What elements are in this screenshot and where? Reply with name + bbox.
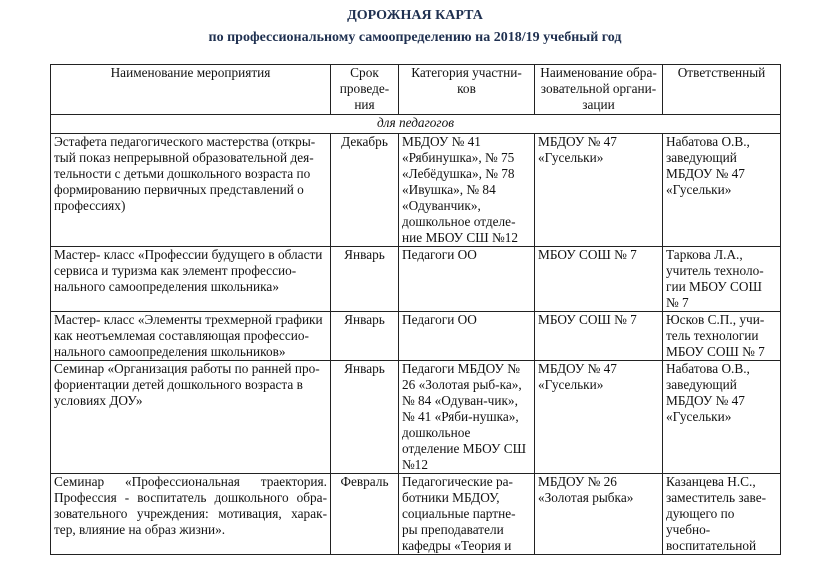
participants-cell: МБДОУ № 41 «Рябинушка», № 75 «Лебёдушка», № 78 «Ивушка», № 84 «Одуванчик», дошкольное отделе-ние МБОУ СШ №12	[399, 134, 535, 247]
event-cell: Мастер- класс «Профессии будущего в области сервиса и туризма как элемент профессио-нального самоопределения школьника»	[51, 247, 331, 312]
date-cell: Февраль	[331, 474, 399, 555]
date-cell: Декабрь	[331, 134, 399, 247]
table-header-row	[51, 65, 781, 115]
org-cell: МБДОУ № 26 «Золотая рыбка»	[535, 474, 663, 555]
section-heading: для педагогов	[51, 115, 781, 134]
date-cell: Январь	[331, 361, 399, 474]
table-row	[51, 312, 781, 361]
header-org: Наименование обра-зовательной органи-зации	[535, 65, 663, 115]
table-row	[51, 247, 781, 312]
header-event: Наименование мероприятия	[51, 65, 331, 115]
date-cell: Январь	[331, 312, 399, 361]
header-participants: Категория участни-ков	[399, 65, 535, 115]
responsible-cell: Набатова О.В., заведующий МБДОУ № 47 «Гусельки»	[663, 134, 781, 247]
event-cell: Семинар «Профессиональная траектория. Профессия - воспитатель дошкольного обра-зовательного учреждения: мотивация, харак-тер, влияние на образ жизни».	[51, 474, 331, 555]
table-row	[51, 134, 781, 247]
document-title: ДОРОЖНАЯ КАРТА	[347, 8, 483, 23]
participants-cell: Педагоги МБДОУ № 26 «Золотая рыб-ка», № 84 «Одуван-чик», № 41 «Ряби-нушка», дошкольное отделение МБОУ СШ №12	[399, 361, 535, 474]
responsible-cell: Таркова Л.А., учитель техноло-гии МБОУ СОШ № 7	[663, 247, 781, 312]
event-cell: Семинар «Организация работы по ранней про-фориентации детей дошкольного возраста в условиях ДОУ»	[51, 361, 331, 474]
date-cell: Январь	[331, 247, 399, 312]
participants-cell: Педагоги ОО	[399, 247, 535, 312]
org-cell: МБДОУ № 47 «Гусельки»	[535, 134, 663, 247]
responsible-cell: Юсков С.П., учи-тель технологии МБОУ СОШ № 7	[663, 312, 781, 361]
participants-cell: Педагогические ра-ботники МБДОУ, социальные партне-ры преподаватели кафедры «Теория и	[399, 474, 535, 555]
org-cell: МБОУ СОШ № 7	[535, 247, 663, 312]
header-date: Срок проведе-ния	[331, 65, 399, 115]
participants-cell: Педагоги ОО	[399, 312, 535, 361]
event-cell: Мастер- класс «Элементы трехмерной графики как неотъемлемая составляющая профессио-нального самоопределения школьников»	[51, 312, 331, 361]
document-subtitle: по профессиональному самоопределению на 2018/19 учебный год	[208, 30, 622, 45]
table-row	[51, 474, 781, 555]
header-responsible: Ответственный	[663, 65, 781, 115]
org-cell: МБДОУ № 47 «Гусельки»	[535, 361, 663, 474]
responsible-cell: Набатова О.В., заведующий МБДОУ № 47 «Гусельки»	[663, 361, 781, 474]
org-cell: МБОУ СОШ № 7	[535, 312, 663, 361]
roadmap-table	[50, 64, 781, 555]
responsible-cell: Казанцева Н.С., заместитель заве-дующего по учебно-воспитательной	[663, 474, 781, 555]
event-cell: Эстафета педагогического мастерства (откры-тый показ непрерывной образовательной дея-тельности с детьми дошкольного возраста по формированию первичных представлений о профессиях)	[51, 134, 331, 247]
table-row	[51, 361, 781, 474]
